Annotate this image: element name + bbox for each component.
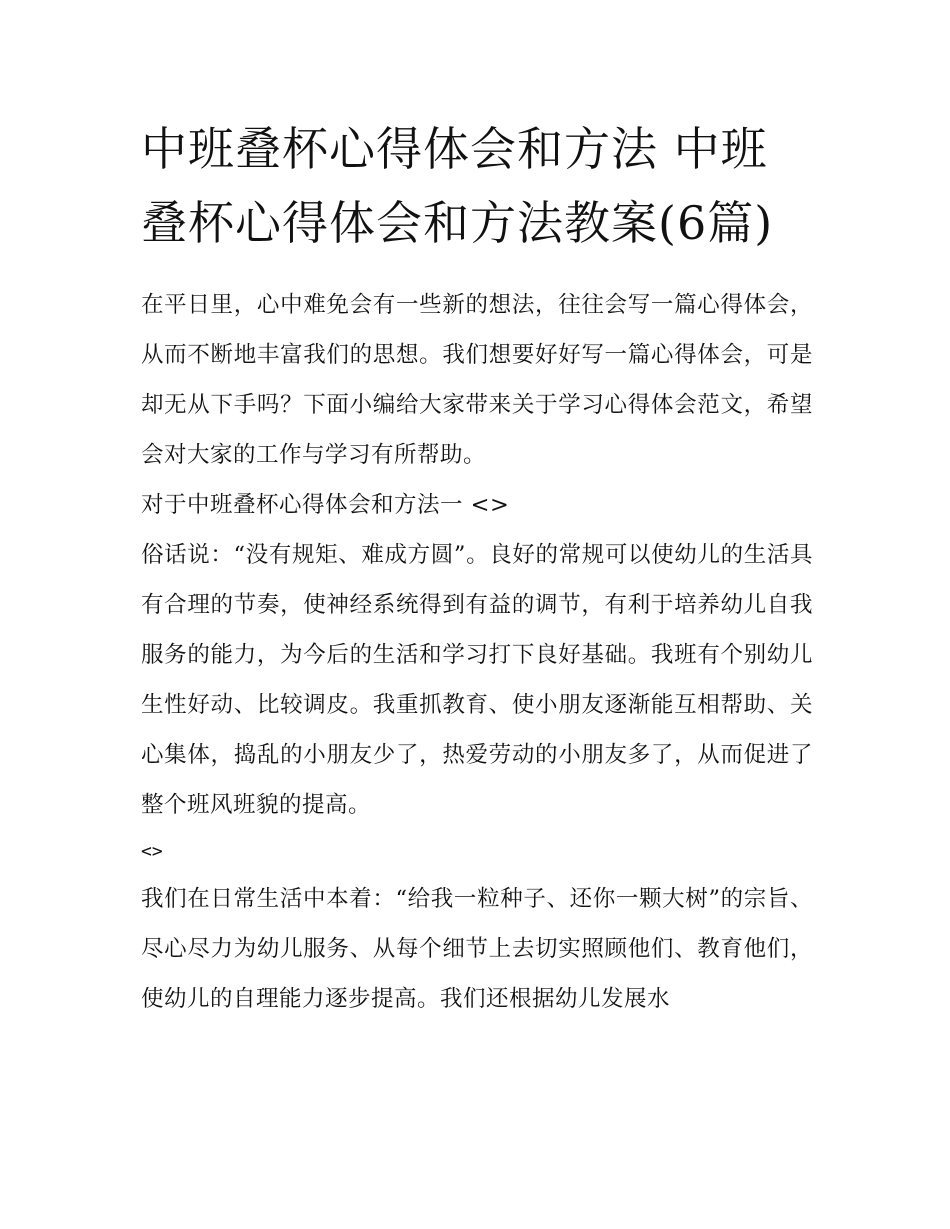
document-page [141, 112, 813, 1024]
placeholder-marker: <> [141, 841, 163, 862]
document-title: 中班叠杯心得体会和方法 中班叠杯心得体会和方法教案(6篇) [141, 122, 774, 250]
intro-paragraph: 在平日里，心中难免会有一些新的想法，往往会写一篇心得体会，从而不断地丰富我们的思想。我们想要好好写一篇心得体会，可是却无从下手吗？下面小编给大家带来关于学习心得体会范文，希望会对大家的工作与学习有所帮助。 [141, 292, 813, 468]
body-paragraph-2: 我们在日常生活中本着：“给我一粒种子、还你一颗大树”的宗旨、尽心尽力为幼儿服务、从每个细节上去切实照顾他们、教育他们，使幼儿的自理能力逐步提高。我们还根据幼儿发展水 [141, 886, 813, 1012]
section-heading: 对于中班叠杯心得体会和方法一 <> [141, 492, 510, 518]
body-paragraph-1: 俗话说：“没有规矩、难成方圆”。良好的常规可以使幼儿的生活具有合理的节奏，使神经系统得到有益的调节，有利于培养幼儿自我服务的能力，为今后的生活和学习打下良好基础。我班有个别幼儿生性好动、比较调皮。我重抓教育、使小朋友逐渐能互相帮助、关心集体，捣乱的小朋友少了，热爱劳动的小朋友多了，从而促进了整个班风班貌的提高。 [141, 542, 813, 818]
